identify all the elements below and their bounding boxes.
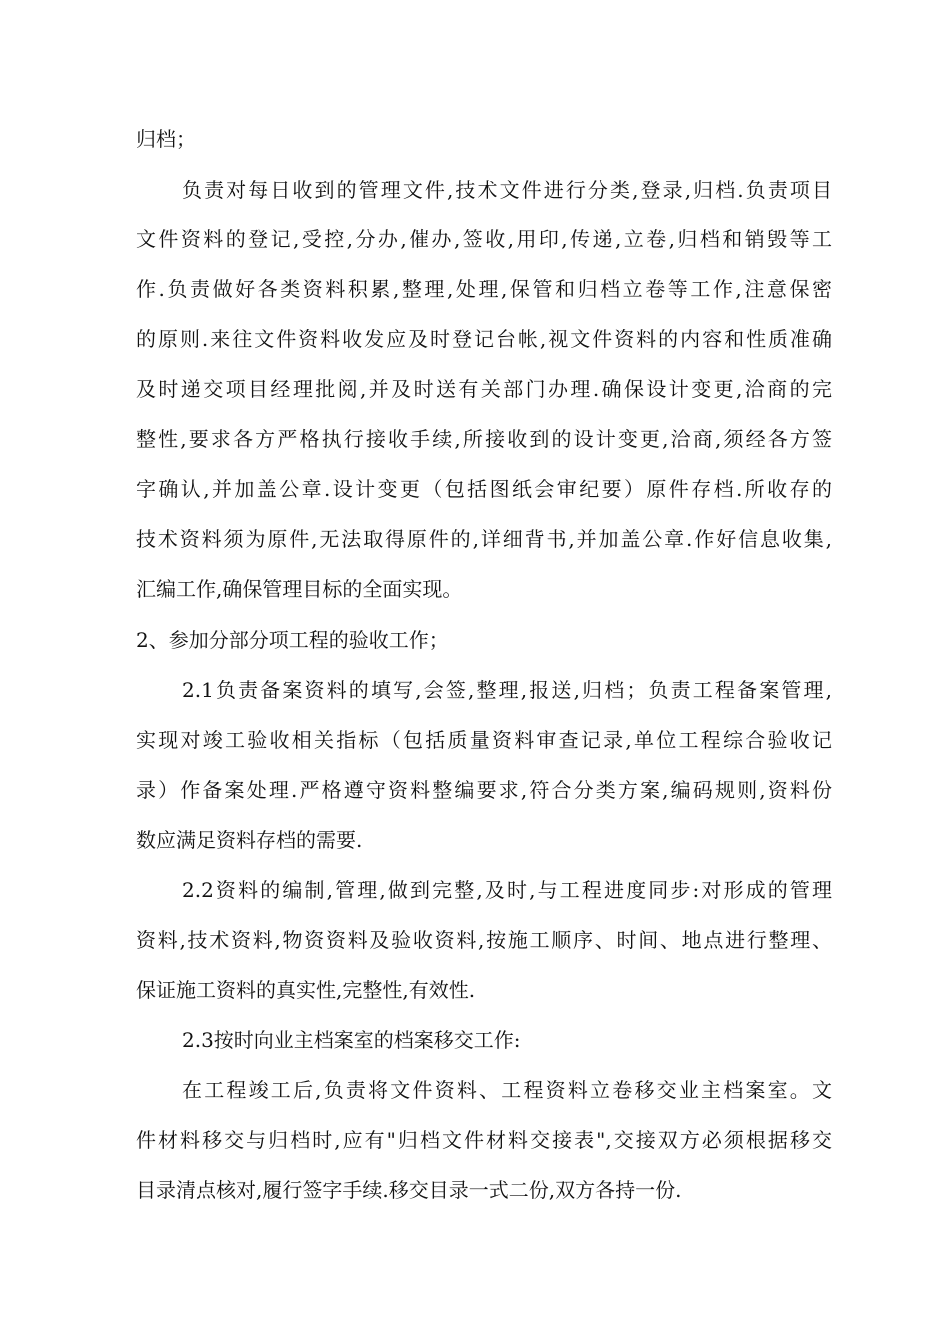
text-line: 及时递交项目经理批阅,并及时送有关部门办理.确保设计变更,洽商的完 xyxy=(136,377,832,401)
text-line: 字确认,并加盖公章.设计变更（包括图纸会审纪要）原件存档.所收存的 xyxy=(136,477,832,501)
text-line: 归档； xyxy=(136,127,196,151)
text-line: 资料,技术资料,物资资料及验收资料,按施工顺序、时间、地点进行整理、 xyxy=(136,928,832,952)
text-line: 作.负责做好各类资料积累,整理,处理,保管和归档立卷等工作,注意保密 xyxy=(136,277,832,301)
text-line: 目录清点核对,履行签字手续.移交目录一式二份,双方各持一份. xyxy=(136,1178,682,1202)
paragraph-first-line: 在工程竣工后,负责将文件资料、工程资料立卷移交业主档案室。文 xyxy=(182,1078,832,1102)
section-heading: 2、参加分部分项工程的验收工作； xyxy=(136,628,449,652)
subsection-heading: 2.3按时向业主档案室的档案移交工作: xyxy=(182,1028,521,1052)
text-line: 保证施工资料的真实性,完整性,有效性. xyxy=(136,978,476,1002)
paragraph-first-line: 负责对每日收到的管理文件,技术文件进行分类,登录,归档.负责项目 xyxy=(182,178,832,202)
text-line: 件材料移交与归档时,应有"归档文件材料交接表",交接双方必须根据移交 xyxy=(136,1128,832,1152)
text-line: 实现对竣工验收相关指标（包括质量资料审查记录,单位工程综合验收记 xyxy=(136,728,832,752)
paragraph-first-line: 2.2资料的编制,管理,做到完整,及时,与工程进度同步:对形成的管理 xyxy=(182,878,832,902)
text-line: 的原则.来往文件资料收发应及时登记台帐,视文件资料的内容和性质准确 xyxy=(136,327,832,351)
text-line: 录）作备案处理.严格遵守资料整编要求,符合分类方案,编码规则,资料份 xyxy=(136,778,832,802)
paragraph-first-line: 2.1负责备案资料的填写,会签,整理,报送,归档；负责工程备案管理, xyxy=(182,678,832,702)
document-page xyxy=(136,0,832,1344)
text-line: 汇编工作,确保管理目标的全面实现。 xyxy=(136,577,463,601)
text-line: 整性,要求各方严格执行接收手续,所接收到的设计变更,洽商,须经各方签 xyxy=(136,427,832,451)
text-line: 文件资料的登记,受控,分办,催办,签收,用印,传递,立卷,归档和销毁等工 xyxy=(136,227,832,251)
text-line: 数应满足资料存档的需要. xyxy=(136,828,363,852)
text-line: 技术资料须为原件,无法取得原件的,详细背书,并加盖公章.作好信息收集, xyxy=(136,527,832,551)
